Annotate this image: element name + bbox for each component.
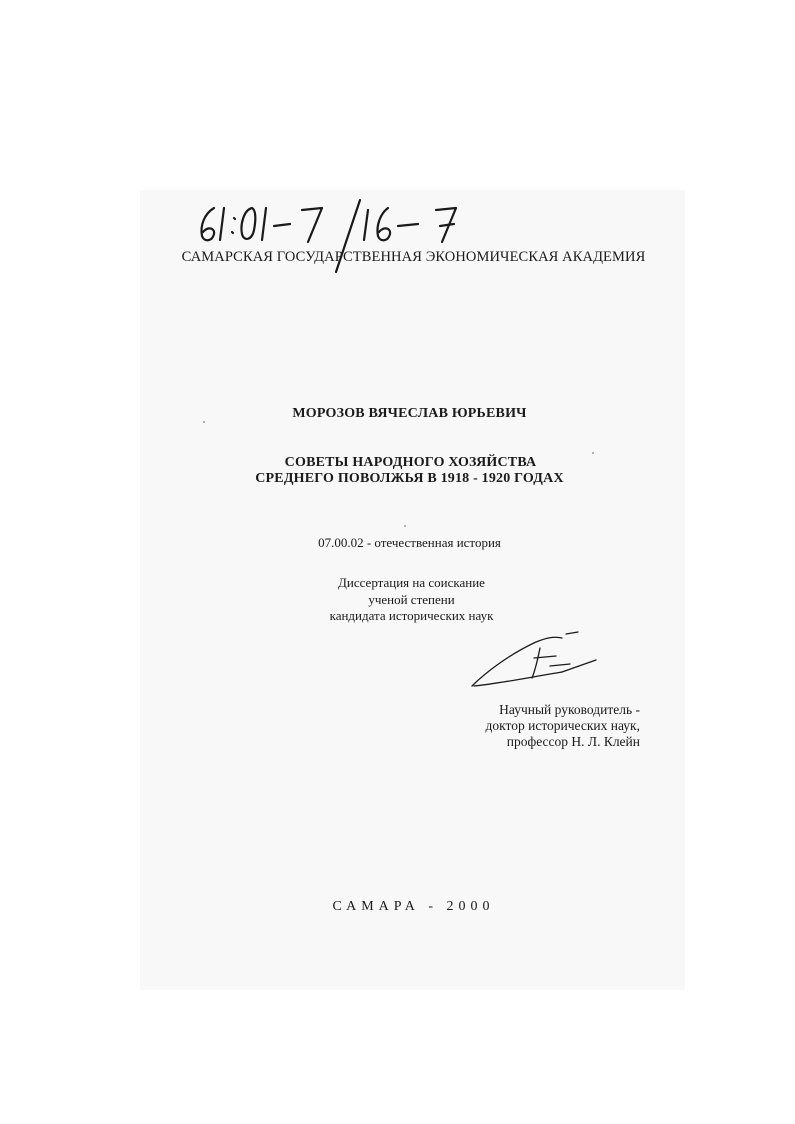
scan-speck <box>404 525 406 527</box>
city-year: САМАРА - 2000 <box>332 899 495 914</box>
advisor-line-3: профессор Н. Л. Клейн <box>506 734 640 749</box>
signature <box>466 628 601 694</box>
institution-name: САМАРСКАЯ ГОСУДАРСТВЕННАЯ ЭКОНОМИЧЕСКАЯ АКАДЕМИЯ <box>181 249 646 265</box>
dissertation-line-2: ученой степени <box>368 592 455 607</box>
thesis-title-line-2: СРЕДНЕГО ПОВОЛЖЬЯ В 1918 - 1920 ГОДАХ <box>255 471 564 486</box>
advisor-line-1: Научный руководитель - <box>499 702 640 717</box>
specialty-code: 07.00.02 - отечественная история <box>318 535 501 550</box>
scan-speck <box>592 452 594 454</box>
author-name: МОРОЗОВ ВЯЧЕСЛАВ ЮРЬЕВИЧ <box>292 406 527 421</box>
thesis-title-line-1: СОВЕТЫ НАРОДНОГО ХОЗЯЙСТВА <box>284 455 537 470</box>
dissertation-line-3: кандидата исторических наук <box>329 608 494 623</box>
dissertation-line-1: Диссертация на соискание <box>338 575 485 590</box>
scan-speck <box>203 421 205 423</box>
advisor-line-2: доктор исторических наук, <box>485 718 640 733</box>
